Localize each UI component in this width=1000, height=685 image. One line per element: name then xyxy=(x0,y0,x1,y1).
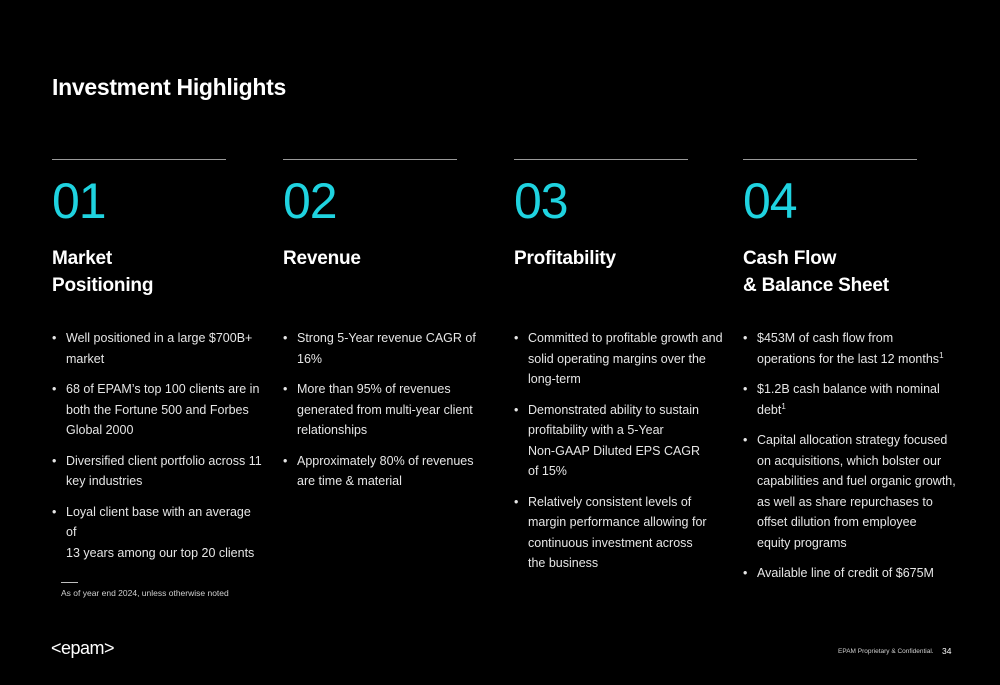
bullet-icon: • xyxy=(52,504,57,519)
epam-logo: <epam> xyxy=(51,638,115,658)
bullet-icon: • xyxy=(514,494,519,509)
bullet-item xyxy=(514,400,724,482)
bullet-text: Demonstrated ability to sustain profitability with a 5-Year Non-GAAP Diluted EPS CAGR of 15% xyxy=(528,402,701,478)
bullet-item xyxy=(52,502,262,564)
footnote-marker: 1 xyxy=(781,401,786,411)
highlight-column-market-positioning xyxy=(52,159,262,573)
bullet-item xyxy=(52,328,262,369)
bullet-icon: • xyxy=(514,402,519,417)
footnote: As of year end 2024, unless otherwise noted xyxy=(61,588,229,598)
footnote-divider xyxy=(61,582,78,583)
bullet-list xyxy=(52,328,262,563)
page-title: Investment Highlights xyxy=(52,74,286,100)
column-heading: Profitability xyxy=(514,248,616,269)
bullet-icon: • xyxy=(283,453,288,468)
column-heading: Market Positioning xyxy=(52,248,154,296)
bullet-item xyxy=(743,430,963,553)
bullet-icon: • xyxy=(743,331,748,345)
column-number: 01 xyxy=(52,173,106,229)
bullet-item xyxy=(52,451,262,492)
column-divider xyxy=(743,159,917,160)
bullet-list xyxy=(283,328,493,492)
bullet-text: Available line of credit of $675M xyxy=(757,566,934,580)
bullet-item xyxy=(743,563,963,584)
bullet-list xyxy=(743,328,963,584)
bullet-item xyxy=(283,451,493,492)
bullet-text: Capital allocation strategy focused on acquisitions, which bolster our capabilities and fuel organic growth, as well as share repurchases to offset dilution from employee equity programs xyxy=(757,433,956,550)
bullet-text: Strong 5-Year revenue CAGR of 16% xyxy=(297,331,476,366)
column-number: 02 xyxy=(283,173,337,229)
highlight-column-cash-flow xyxy=(743,159,963,594)
bullet-list xyxy=(514,328,724,574)
bullet-text: Approximately 80% of revenues are time & material xyxy=(297,453,474,488)
bullet-text: Committed to profitable growth and solid operating margins over the long-term xyxy=(528,331,723,386)
bullet-item xyxy=(283,328,493,369)
bullet-icon: • xyxy=(743,382,748,396)
bullet-icon: • xyxy=(514,331,519,345)
bullet-icon: • xyxy=(283,382,288,396)
bullet-item xyxy=(283,379,493,441)
column-heading: Cash Flow & Balance Sheet xyxy=(743,248,889,296)
bullet-text: Well positioned in a large $700B+ market xyxy=(66,331,253,366)
bullet-icon: • xyxy=(283,331,288,345)
column-divider xyxy=(283,159,457,160)
bullet-icon: • xyxy=(52,331,57,345)
highlight-column-revenue xyxy=(283,159,493,502)
footnote-marker: 1 xyxy=(939,350,944,360)
bullet-icon: • xyxy=(743,566,748,580)
column-number: 03 xyxy=(514,173,568,229)
bullet-icon: • xyxy=(52,382,57,396)
bullet-icon: • xyxy=(52,453,57,468)
bullet-item xyxy=(514,328,724,390)
bullet-text: More than 95% of revenues generated from multi-year client relationships xyxy=(297,382,473,437)
bullet-item xyxy=(52,379,262,441)
bullet-text: Relatively consistent levels of margin performance allowing for continuous investment across the business xyxy=(528,494,707,570)
bullet-item xyxy=(514,492,724,574)
column-divider xyxy=(52,159,226,160)
bullet-text: $1.2B cash balance with nominal debt xyxy=(757,382,940,417)
bullet-item xyxy=(743,328,963,369)
column-number: 04 xyxy=(743,173,797,229)
bullet-text: 68 of EPAM’s top 100 clients are in both the Fortune 500 and Forbes Global 2000 xyxy=(66,382,260,437)
bullet-item xyxy=(743,379,963,420)
bullet-text: Diversified client portfolio across 11 key industries xyxy=(66,453,262,488)
bullet-icon: • xyxy=(743,433,748,447)
column-divider xyxy=(514,159,688,160)
page-number: 34 xyxy=(942,646,952,656)
highlight-column-profitability xyxy=(514,159,724,584)
column-heading: Revenue xyxy=(283,248,361,269)
bullet-text: $453M of cash flow from operations for the last 12 months xyxy=(757,331,940,366)
bullet-text: Loyal client base with an average of 13 years among our top 20 clients xyxy=(66,504,255,560)
confidential-notice: EPAM Proprietary & Confidential. xyxy=(838,648,934,655)
